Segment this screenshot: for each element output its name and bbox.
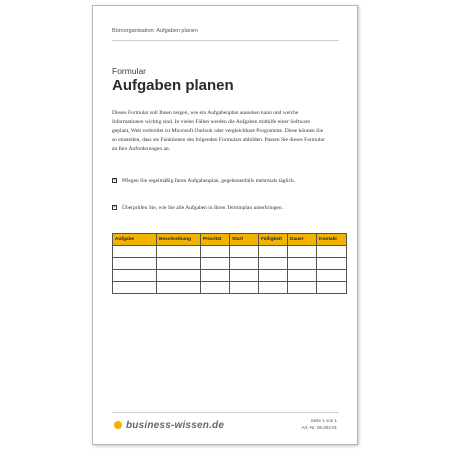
table-cell[interactable]: [113, 270, 157, 282]
brand-logo: [114, 418, 224, 432]
column-header-faelligkeit: Fälligkeit: [259, 234, 288, 246]
table-cell[interactable]: [259, 246, 288, 258]
table-cell[interactable]: [230, 282, 259, 294]
footer-divider: [112, 412, 339, 413]
brand-name: business-wissen.de: [126, 419, 225, 431]
checklist-item: [112, 177, 326, 186]
table-cell[interactable]: [288, 270, 317, 282]
table-cell[interactable]: [157, 246, 201, 258]
table-cell[interactable]: [259, 270, 288, 282]
table-cell[interactable]: [230, 270, 259, 282]
checklist-item: [112, 204, 326, 213]
checklist-item-text: Überprüfen Sie, wie Sie alle Aufgaben in Ihren Terminplan unterbringen.: [122, 205, 283, 211]
table-cell[interactable]: [230, 258, 259, 270]
table-cell[interactable]: [230, 246, 259, 258]
article-number: Art.-Nr. 06.003.01: [301, 425, 337, 430]
header-divider: [112, 40, 339, 41]
column-header-aufgabe: Aufgabe: [113, 234, 157, 246]
task-plan-table: [112, 233, 347, 294]
column-header-dauer: Dauer: [288, 234, 317, 246]
table-cell[interactable]: [113, 246, 157, 258]
column-header-start: Start: [230, 234, 259, 246]
table-cell[interactable]: [201, 282, 230, 294]
table-cell[interactable]: [157, 270, 201, 282]
table-cell[interactable]: [157, 258, 201, 270]
table-cell[interactable]: [113, 258, 157, 270]
table-cell[interactable]: [317, 258, 347, 270]
table-cell[interactable]: [157, 282, 201, 294]
page-number: Seite 1 von 1: [310, 418, 337, 423]
table-row: [113, 270, 347, 282]
intro-paragraph: Dieses Formular soll Ihnen zeigen, wie ein Aufgabenplan aussehen kann und welche Informationen wichtig sind. In vielen Fällen werden die Aufgaben mithilfe einer Software geplant, Weit verbreitet ist Microsoft Outlook oder vergleichbare Programme. Diese können Sie so einstellen, dass sie Funktionen des folgenden Formulars abbilden. Passen Sie dieses Formular an Ihre Anforderungen an.: [112, 110, 325, 152]
table-cell[interactable]: [113, 282, 157, 294]
table-header-row: [113, 234, 347, 246]
table-cell[interactable]: [317, 270, 347, 282]
document-title: Aufgaben planen: [112, 77, 234, 94]
page-info: [301, 417, 337, 431]
column-header-beschreibung: Beschreibung: [157, 234, 201, 246]
table-cell[interactable]: [288, 282, 317, 294]
document-page: [92, 5, 358, 445]
brand-dot-icon: [114, 421, 122, 429]
running-header: Büroorganisation: Aufgaben planen: [112, 28, 198, 34]
table-row: [113, 282, 347, 294]
column-header-kontakt: Kontakt: [317, 234, 347, 246]
table-cell[interactable]: [317, 246, 347, 258]
table-cell[interactable]: [288, 258, 317, 270]
checkbox-checked-icon: ✓: [113, 178, 118, 183]
table-cell[interactable]: [259, 282, 288, 294]
checklist-item-text: Pflegen Sie regelmäßig Ihren Aufgabenplan, gegebenenfalls mehrmals täglich.: [122, 178, 296, 184]
document-kicker: Formular: [112, 66, 147, 76]
table-cell[interactable]: [288, 246, 317, 258]
table-cell[interactable]: [201, 246, 230, 258]
table-cell[interactable]: [259, 258, 288, 270]
table-cell[interactable]: [201, 270, 230, 282]
table-row: [113, 246, 347, 258]
table-cell[interactable]: [317, 282, 347, 294]
checkbox-checked-icon: ✓: [113, 205, 118, 210]
column-header-prioritaet: Priorität: [201, 234, 230, 246]
table-cell[interactable]: [201, 258, 230, 270]
table-row: [113, 258, 347, 270]
